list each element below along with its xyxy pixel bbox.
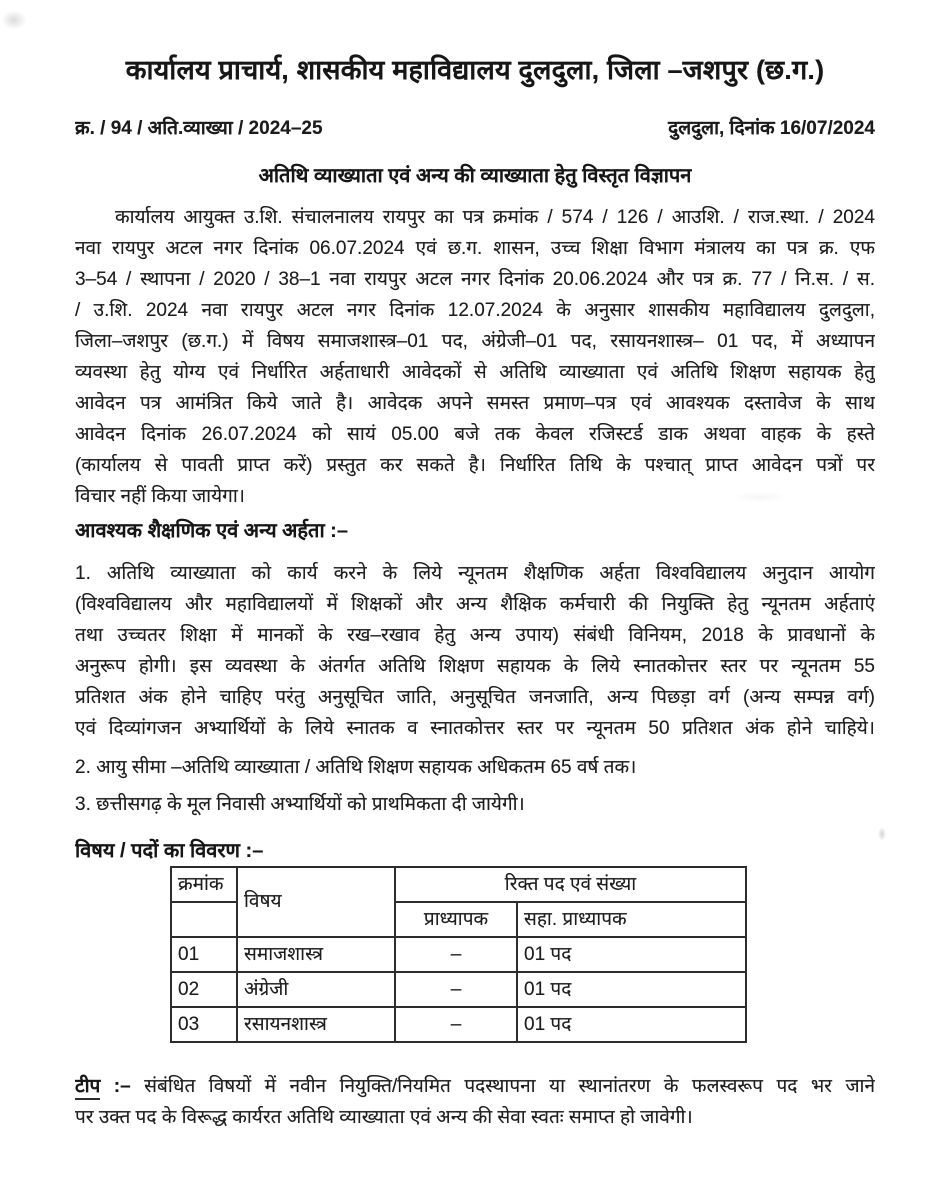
- text-line: (विश्वविद्यालय और महाविद्यालयों में शिक्षकों और अन्य शैक्षिक कर्मचारी की नियुक्ति हेतु न्यूनतम अर्हताएं: [75, 594, 875, 615]
- positions-heading: विषय / पदों का विवरण :–: [75, 840, 264, 862]
- text-line: प्रतिशत अंक होने चाहिए परंतु अनुसूचित जाति, अनुसूचित जनजाति, अन्य पिछड़ा वर्ग (अन्य सम्पन्न वर्ग): [75, 687, 875, 708]
- text-line: (कार्यालय से पावती प्राप्त करें) प्रस्तुत कर सकते है। निर्धारित तिथि के पश्चात् प्राप्त आवेदन पत्रों पर: [75, 455, 875, 476]
- footnote-text: पर उक्त पद के विरूद्ध कार्यरत अतिथि व्याख्याता एवं अन्य की सेवा स्वतः समाप्त हो जावेगी।: [75, 1107, 693, 1128]
- cell-professor: –: [395, 1007, 517, 1042]
- text-line: जिला–जशपुर (छ.ग.) में विषय समाजशास्त्र–01 पद, अंग्रेजी–01 पद, रसायनशास्त्र– 01 पद, में अध्यापन: [75, 331, 875, 352]
- text-line: 3–54 / स्थापना / 2020 / 38–1 नवा रायपुर अटल नगर दिनांक 20.06.2024 और पत्र क्र. 77 / नि.स. / स.: [75, 269, 875, 290]
- qualification-point-2: 2. आयु सीमा –अतिथि व्याख्याता / अतिथि शिक्षण सहायक अधिकतम 65 वर्ष तक।: [75, 757, 637, 778]
- cell-serial: 01: [171, 937, 237, 972]
- cell-asst-professor: 01 पद: [517, 972, 746, 1007]
- text-line: एवं दिव्यांगजन अभ्यार्थियों के लिये स्नातक व स्नातकोत्तर स्तर पर न्यूनतम 50 प्रतिशत अंक होने चाहिये।: [75, 718, 875, 739]
- text-line: / उ.शि. 2024 नवा रायपुर अटल नगर दिनांक 12.07.2024 के अनुसार शासकीय महाविद्यालय दुलदुला,: [75, 300, 875, 321]
- footnote: [75, 1071, 875, 1133]
- column-header-asst-professor: सहा. प्राध्यापक: [517, 902, 746, 937]
- cell-subject: रसायनशास्त्र: [237, 1007, 395, 1042]
- table-header-row-1: [171, 867, 746, 902]
- reference-number: क्र. / 94 / अति.व्याख्या / 2024–25: [75, 118, 323, 139]
- table-row: [171, 1007, 746, 1042]
- qualification-point-1: [75, 558, 875, 744]
- cell-subject: समाजशास्त्र: [237, 937, 395, 972]
- text-line: नवा रायपुर अटल नगर दिनांक 06.07.2024 एवं छ.ग. शासन, उच्च शिक्षा विभाग मंत्रालय का पत्र क्र. एफ: [75, 238, 875, 259]
- column-header-serial-blank: [171, 902, 237, 937]
- text-line: अनुरूप होगी। इस व्यवस्था के अंतर्गत अतिथि शिक्षण सहायक के लिये स्नातकोत्तर स्तर पर न्यूनतम 55: [75, 656, 875, 677]
- table-row: [171, 972, 746, 1007]
- footnote-line: [75, 1102, 875, 1133]
- cell-asst-professor: 01 पद: [517, 1007, 746, 1042]
- text-line: विचार नहीं किया जायेगा।: [75, 486, 245, 507]
- office-title: कार्यालय प्राचार्य, शासकीय महाविद्यालय दुलदुला, जिला –जशपुर (छ.ग.): [125, 55, 825, 85]
- text-line: 1. अतिथि व्याख्याता को कार्य करने के लिये न्यूनतम शैक्षणिक अर्हता विश्वविद्यालय अनुदान आयोग: [75, 563, 875, 584]
- text-line: तथा उच्चतर शिक्षा में मानकों के रख–रखाव हेतु अन्य उपाय) संबंधी विनियम, 2018 के प्रावधानों के: [75, 625, 875, 646]
- cell-subject: अंग्रेजी: [237, 972, 395, 1007]
- reference-row: [75, 116, 875, 142]
- column-header-serial: क्रमांक: [171, 867, 237, 902]
- table-row: [171, 937, 746, 972]
- qualification-heading: आवश्यक शैक्षणिक एवं अन्य अर्हता :–: [75, 520, 348, 542]
- column-header-professor: प्राध्यापक: [395, 902, 517, 937]
- footnote-label: टीप: [75, 1076, 100, 1100]
- vacancy-table: [170, 866, 747, 1043]
- intro-paragraph: [75, 202, 875, 512]
- place-and-date: दुलदुला, दिनांक 16/07/2024: [668, 118, 875, 139]
- cell-serial: 02: [171, 972, 237, 1007]
- text-line: आवेदन पत्र आमंत्रित किये जाते है। आवेदक अपने समस्त प्रमाण–पत्र एवं आवश्यक दस्तावेज के साथ: [75, 393, 875, 414]
- footnote-line: [75, 1071, 875, 1102]
- text-line: व्यवस्था हेतु योग्य एवं निर्धारित अर्हताधारी आवेदकों से अतिथि व्याख्याता एवं अतिथि शिक्षण सहायक हेतु: [75, 362, 875, 383]
- text-line: आवेदन दिनांक 26.07.2024 को सायं 05.00 बजे तक केवल रजिस्टर्ड डाक अथवा वाहक के हस्ते: [75, 424, 875, 445]
- qualification-point-3: 3. छत्तीसगढ़ के मूल निवासी अभ्यार्थियों को प्राथमिकता दी जायेगी।: [75, 794, 525, 815]
- cell-asst-professor: 01 पद: [517, 937, 746, 972]
- column-header-vacancy-group: रिक्त पद एवं संख्या: [395, 867, 746, 902]
- footnote-separator: :–: [100, 1076, 145, 1097]
- footnote-text: संबंधित विषयों में नवीन नियुक्ति/नियमित पदस्थापना या स्थानांतरण के फलस्वरूप पद भर जाने: [144, 1076, 875, 1097]
- cell-professor: –: [395, 972, 517, 1007]
- cell-serial: 03: [171, 1007, 237, 1042]
- column-header-subject: विषय: [237, 867, 395, 937]
- advertisement-title: अतिथि व्याख्याता एवं अन्य की व्याख्याता हेतु विस्तृत विज्ञापन: [258, 165, 692, 187]
- cell-professor: –: [395, 937, 517, 972]
- text-line: कार्यालय आयुक्त उ.शि. संचालनालय रायपुर का पत्र क्रमांक / 574 / 126 / आउशि. / राज.स्था. / 2024: [115, 207, 875, 228]
